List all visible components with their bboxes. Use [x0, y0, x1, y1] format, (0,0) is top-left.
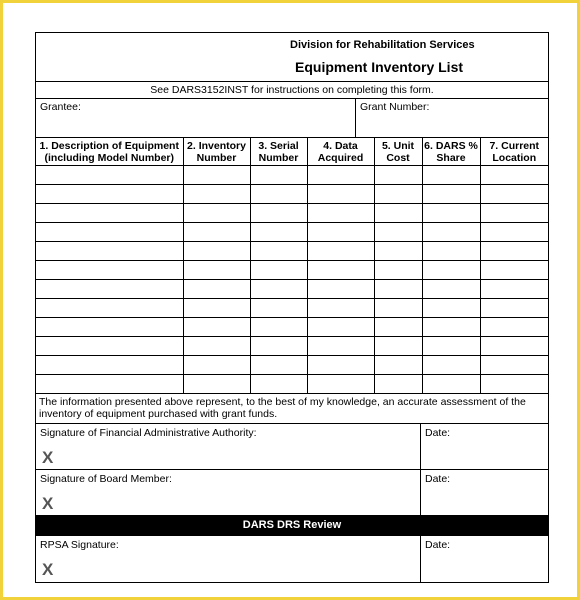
table-cell[interactable] [36, 375, 183, 394]
financial-signature-label: Signature of Financial Administrative Authority: [40, 427, 257, 439]
table-row [36, 185, 548, 204]
table-cell[interactable] [183, 318, 250, 337]
table-cell[interactable] [36, 299, 183, 318]
table-cell[interactable] [374, 261, 422, 280]
table-cell[interactable] [36, 242, 183, 261]
table-cell[interactable] [250, 185, 307, 204]
column-header-dars-share: 6. DARS % Share [422, 138, 480, 166]
table-cell[interactable] [422, 375, 480, 394]
table-cell[interactable] [183, 242, 250, 261]
board-date-field[interactable] [421, 470, 548, 515]
table-cell[interactable] [250, 280, 307, 299]
table-cell[interactable] [307, 356, 374, 375]
table-row [36, 299, 548, 318]
table-cell[interactable] [422, 185, 480, 204]
table-cell[interactable] [480, 204, 548, 223]
table-cell[interactable] [250, 318, 307, 337]
table-cell[interactable] [480, 337, 548, 356]
table-cell[interactable] [480, 223, 548, 242]
table-row [36, 356, 548, 375]
organization-name: Division for Rehabilitation Services [290, 39, 475, 51]
table-cell[interactable] [183, 356, 250, 375]
table-cell[interactable] [183, 204, 250, 223]
table-cell[interactable] [36, 204, 183, 223]
table-cell[interactable] [36, 223, 183, 242]
table-cell[interactable] [307, 204, 374, 223]
table-cell[interactable] [422, 280, 480, 299]
inventory-table-body [36, 166, 548, 394]
rpsa-date-field[interactable] [421, 536, 548, 582]
table-cell[interactable] [374, 299, 422, 318]
table-cell[interactable] [250, 204, 307, 223]
table-cell[interactable] [422, 166, 480, 185]
table-cell[interactable] [183, 261, 250, 280]
table-cell[interactable] [480, 185, 548, 204]
table-cell[interactable] [374, 337, 422, 356]
column-header-date-acquired: 4. Data Acquired [307, 138, 374, 166]
table-header-row [36, 138, 548, 166]
table-row [36, 280, 548, 299]
table-cell[interactable] [422, 261, 480, 280]
form-header [36, 33, 548, 82]
table-cell[interactable] [183, 166, 250, 185]
table-cell[interactable] [307, 166, 374, 185]
column-header-inventory-number: 2. Inventory Number [183, 138, 250, 166]
board-signature-field[interactable] [36, 470, 421, 515]
table-cell[interactable] [307, 299, 374, 318]
date-label: Date: [425, 539, 451, 551]
financial-signature-row [36, 424, 548, 470]
table-cell[interactable] [250, 375, 307, 394]
table-cell[interactable] [480, 166, 548, 185]
table-cell[interactable] [374, 166, 422, 185]
table-cell[interactable] [250, 337, 307, 356]
table-cell[interactable] [307, 337, 374, 356]
table-cell[interactable] [307, 185, 374, 204]
table-cell[interactable] [183, 185, 250, 204]
sign-here-x-mark: X [42, 448, 54, 467]
form-title: Equipment Inventory List [295, 59, 464, 75]
table-cell[interactable] [183, 223, 250, 242]
column-header-unit-cost: 5. Unit Cost [374, 138, 422, 166]
sign-here-x-mark: X [42, 560, 54, 579]
table-cell[interactable] [422, 223, 480, 242]
table-row [36, 261, 548, 280]
inventory-table [36, 138, 548, 394]
table-row [36, 242, 548, 261]
table-cell[interactable] [250, 299, 307, 318]
date-label: Date: [425, 427, 451, 439]
table-cell[interactable] [183, 337, 250, 356]
table-row [36, 223, 548, 242]
review-section-header: DARS DRS Review [36, 516, 548, 536]
table-cell[interactable] [36, 337, 183, 356]
table-cell[interactable] [307, 318, 374, 337]
table-cell[interactable] [36, 185, 183, 204]
table-cell[interactable] [183, 299, 250, 318]
rpsa-signature-row [36, 536, 548, 582]
table-cell[interactable] [307, 280, 374, 299]
table-cell[interactable] [307, 223, 374, 242]
table-cell[interactable] [250, 223, 307, 242]
table-cell[interactable] [374, 356, 422, 375]
column-header-description: 1. Description of Equipment (including Model Number) [36, 138, 183, 166]
table-cell[interactable] [480, 280, 548, 299]
grantee-field[interactable] [36, 99, 356, 137]
table-cell[interactable] [374, 242, 422, 261]
table-cell[interactable] [480, 261, 548, 280]
page-frame [3, 3, 577, 597]
grantee-row [36, 99, 548, 138]
table-cell[interactable] [422, 318, 480, 337]
financial-date-field[interactable] [421, 424, 548, 469]
table-cell[interactable] [250, 356, 307, 375]
table-cell[interactable] [307, 242, 374, 261]
table-cell[interactable] [422, 337, 480, 356]
table-cell[interactable] [183, 375, 250, 394]
table-cell[interactable] [36, 261, 183, 280]
table-row [36, 166, 548, 185]
table-cell[interactable] [374, 204, 422, 223]
table-cell[interactable] [374, 280, 422, 299]
table-cell[interactable] [183, 280, 250, 299]
financial-signature-field[interactable] [36, 424, 421, 469]
board-signature-row [36, 470, 548, 516]
table-cell[interactable] [480, 318, 548, 337]
table-cell[interactable] [374, 375, 422, 394]
table-cell[interactable] [307, 261, 374, 280]
table-cell[interactable] [307, 375, 374, 394]
table-cell[interactable] [422, 242, 480, 261]
table-cell[interactable] [480, 356, 548, 375]
table-row [36, 204, 548, 223]
table-cell[interactable] [36, 166, 183, 185]
rpsa-signature-label: RPSA Signature: [40, 539, 119, 551]
grant-number-field[interactable] [356, 99, 548, 137]
grant-number-label: Grant Number: [360, 101, 430, 113]
table-cell[interactable] [480, 299, 548, 318]
column-header-serial-number: 3. Serial Number [250, 138, 307, 166]
table-cell[interactable] [374, 318, 422, 337]
table-row [36, 318, 548, 337]
date-label: Date: [425, 473, 451, 485]
table-cell[interactable] [36, 356, 183, 375]
instructions-line: See DARS3152INST for instructions on completing this form. [36, 82, 548, 99]
table-cell[interactable] [374, 185, 422, 204]
grantee-label: Grantee: [40, 101, 81, 113]
table-cell[interactable] [250, 261, 307, 280]
table-cell[interactable] [374, 223, 422, 242]
certification-statement: The information presented above represent, to the best of my knowledge, an accurate assessment of the inventory of equipment purchased with grant funds. [36, 394, 548, 424]
table-cell[interactable] [250, 242, 307, 261]
board-signature-label: Signature of Board Member: [40, 473, 172, 485]
table-cell[interactable] [480, 242, 548, 261]
table-cell[interactable] [36, 318, 183, 337]
table-cell[interactable] [36, 280, 183, 299]
table-row [36, 337, 548, 356]
table-row [36, 375, 548, 394]
column-header-current-location: 7. Current Location [480, 138, 548, 166]
table-cell[interactable] [422, 356, 480, 375]
rpsa-signature-field[interactable] [36, 536, 421, 582]
table-cell[interactable] [480, 375, 548, 394]
sign-here-x-mark: X [42, 494, 54, 513]
table-cell[interactable] [422, 204, 480, 223]
inventory-form [35, 32, 549, 583]
table-cell[interactable] [422, 299, 480, 318]
table-cell[interactable] [250, 166, 307, 185]
